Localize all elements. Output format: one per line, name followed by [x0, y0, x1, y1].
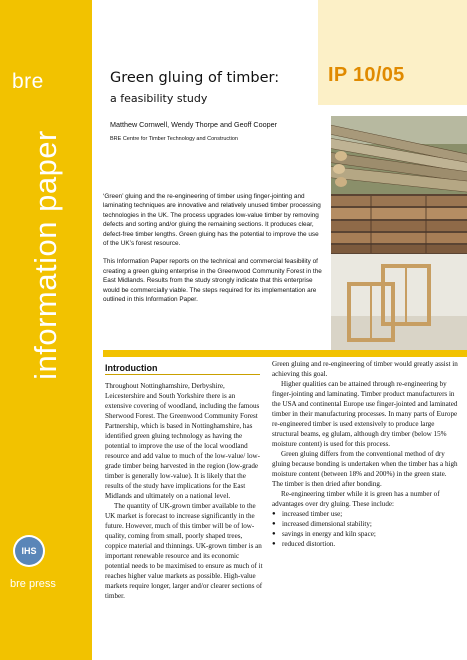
abstract-paragraph: ‘Green’ gluing and the re-engineering of timber using finger-jointing and laminating techniques are innovative and relatively unused timber processing technologies in the UK. The process upgrades low-value timber by removing defects and sorting and/or gluing the remaining sections. It produces clear, defect-free timber lengths. Green gluing has the potential to improve the use of the UK’s forest resource. [103, 193, 321, 248]
heading-underline [105, 374, 260, 375]
timber-photo-collage [331, 116, 467, 352]
body-paragraph: Re-engineering timber while it is green has a number of advantages over dry gluing. These include: [272, 490, 440, 508]
header-tint-panel [318, 0, 467, 105]
ip-code: IP 10/05 [328, 64, 405, 86]
series-vertical-label: information paper [28, 130, 63, 380]
body-paragraph: Higher qualities can be attained through re-engineering by finger-jointing and laminating. Timber product manufacturers in the USA and continental Europe use finger-jointed and laminated timber in their manufacturing processes. In many parts of Europe re-engineered timber is used extensively to produce large structural beams, eg glulam, although dry timber (below 15% moisture content) is used for this process. [272, 380, 458, 448]
left-brand-band [0, 0, 92, 660]
list-item: ● reduced distortion. [272, 539, 458, 549]
authors: Matthew Cornwell, Wendy Thorpe and Geoff Cooper [110, 120, 277, 129]
bre-logo: bre [12, 70, 44, 93]
body-column-left [105, 381, 263, 601]
paper-title: Green gluing of timber: [110, 70, 280, 86]
body-paragraph: Throughout Nottinghamshire, Derbyshire, Leicestershire and South Yorkshire there is an extensive covering of woodland, including the famous Sherwood Forest. The Greenwood Community Forest Partnership, which is based in Nottinghamshire, has identified green gluing technology as having the potential to improve the use of the local woodland resource and add value to much of the low-value/ low-grade timber being harvested in the region (low-grade timber is generally low-value). It is likely that the results of the study have implications for the East Midlands and ultimately on a national level. [105, 382, 261, 500]
list-item: ● savings in energy and kiln space; [272, 529, 458, 539]
paper-subtitle: a feasibility study [110, 92, 208, 105]
body-paragraph: Green gluing and re-engineering of timber would greatly assist in achieving this goal. [272, 360, 458, 378]
introduction-heading: Introduction [105, 363, 158, 373]
abstract [103, 192, 325, 313]
bre-press-logo: bre press [10, 578, 56, 590]
timber-photos [331, 116, 467, 352]
list-item: ● increased dimensional stability; [272, 519, 458, 529]
ihs-logo-text: IHS [15, 537, 43, 565]
body-paragraph: The quantity of UK-grown timber available to the UK market is forecast to increase significantly in the future. However, much of this timber will be of low-quality, coming from small, poorly shaped trees, coppice material and thinnings. UK-grown timber is an important renewable resource and its economic potential needs to be maximised to ensure as much of it reaches higher value markets as possible. High-value markets require longer, larger and/or clearer sections of timber. [105, 502, 263, 600]
body-paragraph: Green gluing differs from the conventional method of dry gluing because bonding is undertaken when the timber has a high moisture content (between 18% and 200%) in the green state. The timber is then dried after bonding. [272, 450, 458, 488]
ihs-logo-icon [13, 535, 45, 567]
advantages-list [272, 509, 458, 549]
section-divider [103, 350, 467, 357]
body-column-right [272, 359, 458, 549]
abstract-paragraph: This Information Paper reports on the technical and commercial feasibility of creating a green gluing enterprise in the Greenwood Community Forest in the East Midlands. Results from the study strongly indicate that this enterprise would be commercially viable. The steps required for its implementation are outlined in this Information Paper. [103, 258, 322, 304]
affiliation: BRE Centre for Timber Technology and Construction [110, 136, 238, 142]
list-item: ● increased timber use; [272, 509, 458, 519]
